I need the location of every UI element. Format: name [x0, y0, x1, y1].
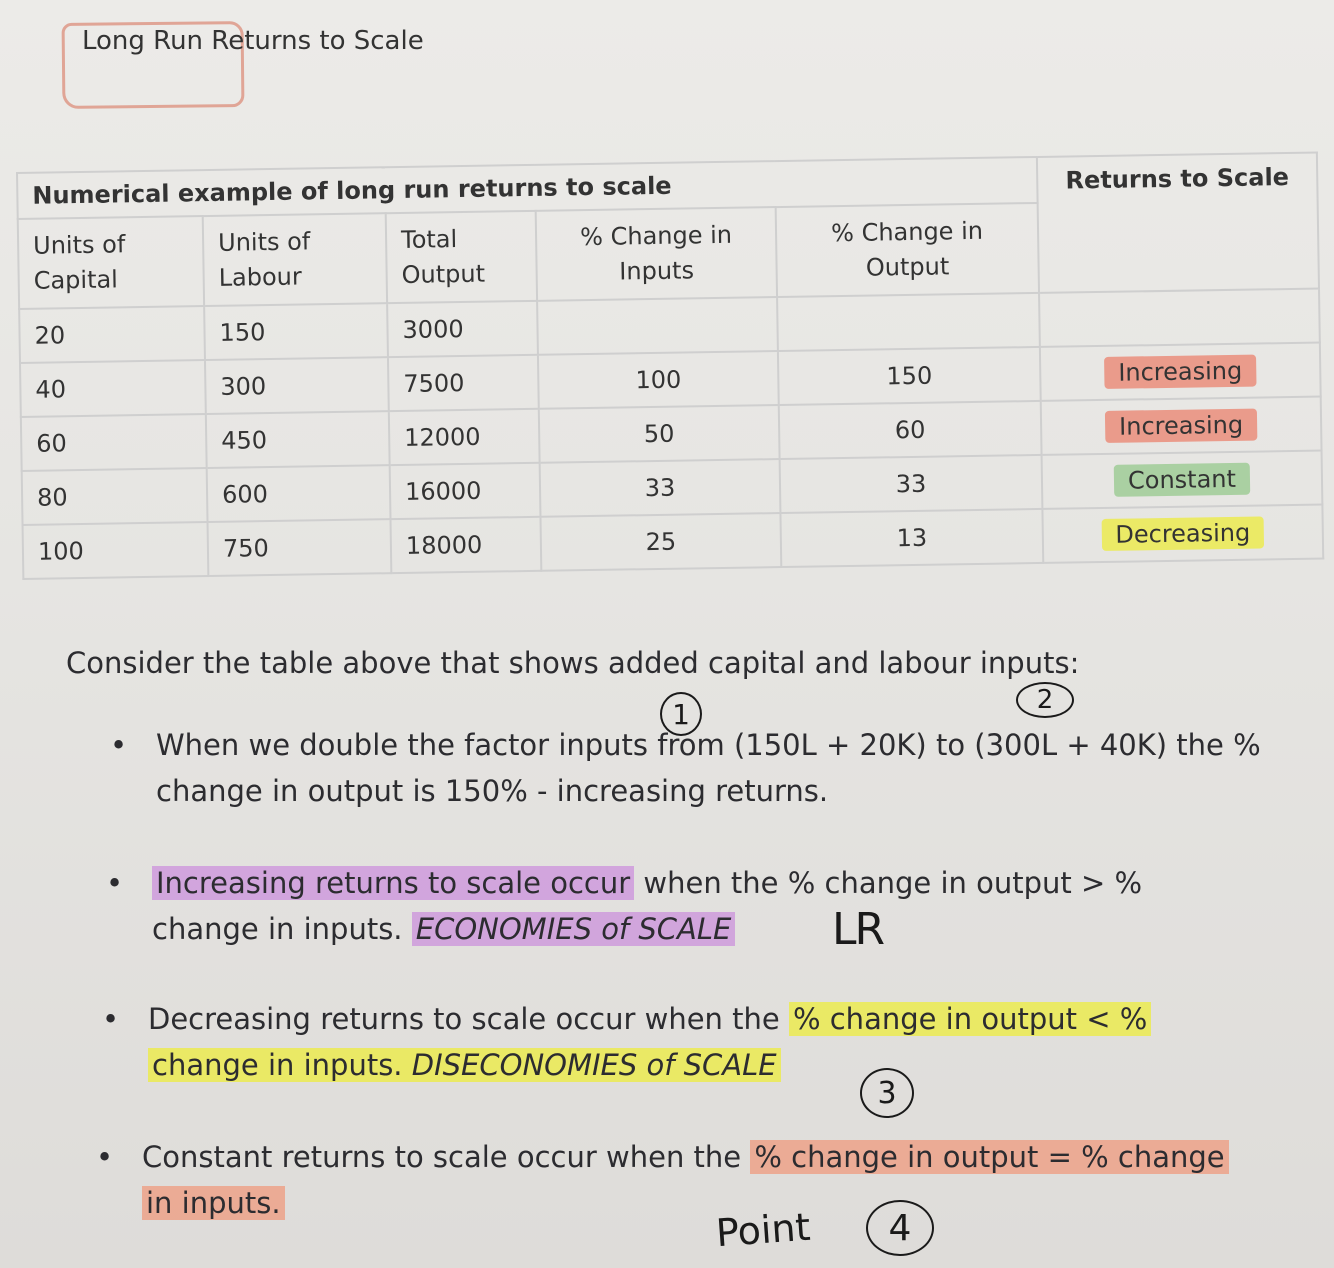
bullet-dot: • [102, 1002, 120, 1036]
bullet-dot: • [106, 866, 124, 900]
cell-pct-output: 60 [779, 401, 1042, 459]
cell-labour: 600 [207, 465, 391, 522]
cell-returns-to-scale [1040, 343, 1321, 401]
bullet-dot: • [96, 1140, 114, 1174]
header-units-of-labour: Units of Labour [203, 213, 387, 306]
returns-label: Increasing [1104, 355, 1256, 389]
bullet-1-text: When we double the factor inputs from (150L + 20K) to (300L + 40K) the % change in output is 150% - increasing returns. [156, 728, 1261, 808]
cell-pct-inputs [537, 297, 778, 355]
handwritten-lr: LR [832, 904, 884, 955]
cell-pct-output [777, 293, 1040, 351]
cell-output: 3000 [387, 301, 538, 357]
cell-returns-to-scale [1042, 505, 1323, 563]
cell-labour: 300 [205, 357, 389, 414]
bullet-3-text: Decreasing returns to scale occur when the [148, 1002, 789, 1036]
intro-text: Consider the table above that shows added capital and labour inputs: [66, 646, 1080, 680]
header-pct-change-output: % Change in Output [776, 203, 1039, 297]
annotation-circle-1: 1 [660, 692, 702, 736]
cell-pct-inputs: 100 [538, 351, 779, 409]
bullet-2-text-2: change in inputs. [152, 912, 403, 946]
cell-output: 16000 [390, 463, 541, 519]
cell-pct-output: 33 [780, 455, 1043, 513]
cell-capital: 60 [21, 414, 207, 471]
cell-returns-to-scale [1041, 397, 1322, 455]
cell-pct-output: 150 [778, 347, 1041, 405]
returns-label: Increasing [1105, 409, 1257, 443]
header-units-of-capital: Units of Capital [18, 216, 204, 309]
returns-table [16, 152, 1324, 580]
annotation-circle-2: 2 [1016, 682, 1074, 718]
bullet-2-term: ECONOMIES of SCALE [412, 912, 736, 946]
cell-pct-inputs: 50 [539, 405, 780, 463]
header-empty [1038, 199, 1319, 293]
bullet-dot: • [110, 728, 128, 762]
cell-capital: 100 [23, 522, 209, 579]
cell-returns-to-scale [1039, 289, 1320, 347]
cell-returns-to-scale [1042, 451, 1323, 509]
cell-pct-output: 13 [780, 509, 1043, 567]
cell-output: 12000 [389, 409, 540, 465]
bullet-3 [102, 996, 1288, 1088]
bullet-3-term: DISECONOMIES of SCALE [411, 1048, 777, 1082]
cell-capital: 80 [22, 468, 208, 525]
bullet-2-highlight: Increasing returns to scale occur [152, 866, 634, 900]
cell-output: 18000 [390, 517, 541, 573]
handwritten-point: Point [714, 1204, 812, 1256]
cell-labour: 150 [204, 303, 388, 360]
cell-labour: 750 [208, 519, 392, 576]
cell-capital: 40 [20, 360, 206, 417]
cell-capital: 20 [19, 306, 205, 363]
bullet-4-highlight: % change in output = % change [750, 1140, 1228, 1174]
header-returns-to-scale: Returns to Scale [1037, 153, 1318, 203]
bullet-3-highlight: % change in output < % [789, 1002, 1151, 1036]
bullet-1 [110, 722, 1276, 814]
cell-pct-inputs: 33 [540, 459, 781, 517]
bullet-4-text-2: in inputs. [142, 1186, 285, 1220]
cell-pct-inputs: 25 [540, 513, 781, 571]
bullet-4-text: Constant returns to scale occur when the [142, 1140, 751, 1174]
header-pct-change-inputs: % Change in Inputs [536, 207, 777, 301]
cell-output: 7500 [388, 355, 539, 411]
annotation-circle-3: 3 [860, 1068, 914, 1118]
bullet-2-text: when the % change in output > % [634, 866, 1143, 900]
cell-labour: 450 [206, 411, 390, 468]
returns-label: Decreasing [1101, 516, 1264, 551]
header-total-output: Total Output [386, 211, 537, 303]
table-caption: Numerical example of long run returns to scale [17, 157, 1038, 219]
page-title: Long Run Returns to Scale [82, 26, 424, 56]
bullet-2 [106, 860, 1272, 952]
annotation-circle-4: 4 [866, 1200, 934, 1256]
returns-label: Constant [1114, 463, 1250, 497]
bullet-3-text-2: change in inputs. DISECONOMIES of SCALE [148, 1048, 781, 1082]
